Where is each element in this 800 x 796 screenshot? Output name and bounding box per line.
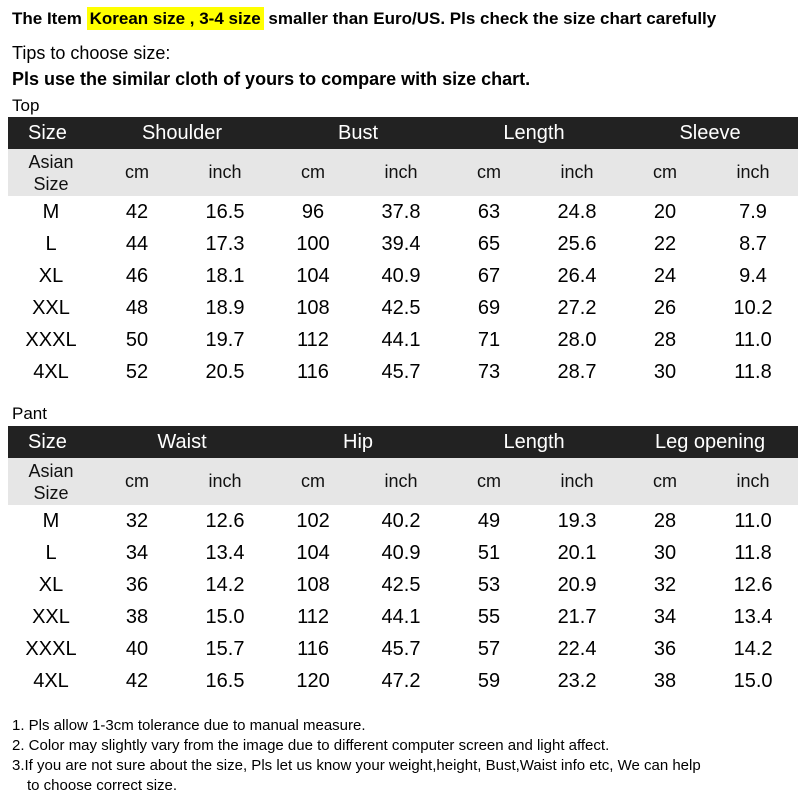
value-cell: 63 (477, 200, 501, 223)
note-2: 2. Color may slightly vary from the image due to different computer screen and light affect. (12, 737, 610, 754)
unit-row (8, 458, 798, 505)
unit-cm: cm (94, 458, 180, 505)
table-row (8, 633, 798, 665)
value-cell: 73 (477, 360, 501, 383)
value-cell: 19.3 (557, 509, 597, 532)
value-cell: 20.5 (205, 360, 245, 383)
value-cell: 46 (125, 264, 149, 287)
value-cell: 44.1 (381, 328, 421, 351)
value-cell: 16.5 (205, 200, 245, 223)
table-row (8, 665, 798, 697)
value-cell: 17.3 (205, 232, 245, 255)
value-cell: 45.7 (381, 360, 421, 383)
value-cell: 52 (125, 360, 149, 383)
size-cell: L (45, 232, 57, 255)
unit-cm: cm (446, 458, 532, 505)
top-size-table (8, 117, 798, 388)
column-header: Bust (270, 117, 446, 149)
value-cell: 104 (296, 264, 330, 287)
unit-cm: cm (94, 149, 180, 196)
value-cell: 12.6 (205, 509, 245, 532)
value-cell: 40.9 (381, 541, 421, 564)
size-cell: XXL (32, 296, 70, 319)
note-1: 1. Pls allow 1-3cm tolerance due to manual measure. (12, 717, 366, 734)
value-cell: 112 (297, 328, 329, 351)
value-cell: 12.6 (733, 573, 773, 596)
table-header-row (8, 426, 798, 458)
top-table-body (8, 196, 798, 388)
table-row (8, 228, 798, 260)
unit-cm: cm (622, 149, 708, 196)
value-cell: 36 (653, 637, 677, 660)
asian-size-label (8, 458, 94, 505)
value-cell: 19.7 (205, 328, 245, 351)
value-cell: 112 (297, 605, 329, 628)
value-cell: 96 (301, 200, 325, 223)
unit-inch: inch (532, 458, 622, 505)
value-cell: 50 (125, 328, 149, 351)
note-3: 3.If you are not sure about the size, Pls let us know your weight,height, Bust,Waist info etc, We can help (12, 757, 701, 774)
tips-instruction: Pls use the similar cloth of yours to compare with size chart. (12, 69, 531, 89)
value-cell: 23.2 (557, 669, 597, 692)
value-cell: 28 (653, 509, 677, 532)
size-cell: XXXL (25, 328, 77, 351)
value-cell: 120 (296, 669, 330, 692)
value-cell: 13.4 (733, 605, 773, 628)
size-cell: M (42, 200, 60, 223)
value-cell: 15.0 (733, 669, 773, 692)
value-cell: 45.7 (381, 637, 421, 660)
value-cell: 30 (653, 360, 677, 383)
value-cell: 10.2 (733, 296, 773, 319)
value-cell: 26.4 (557, 264, 597, 287)
value-cell: 8.7 (739, 232, 767, 255)
value-cell: 14.2 (205, 573, 245, 596)
value-cell: 18.1 (205, 264, 245, 287)
unit-inch: inch (708, 149, 798, 196)
value-cell: 102 (296, 509, 330, 532)
unit-inch: inch (180, 458, 270, 505)
value-cell: 27.2 (557, 296, 597, 319)
table-row (8, 356, 798, 388)
value-cell: 16.5 (205, 669, 245, 692)
column-header: Sleeve (622, 117, 798, 149)
value-cell: 22 (653, 232, 677, 255)
value-cell: 30 (653, 541, 677, 564)
headline-prefix: The Item (12, 9, 87, 28)
tips-label: Tips to choose size: (12, 43, 171, 63)
value-cell: 32 (125, 509, 149, 532)
size-cell: M (42, 509, 60, 532)
asian-size-line2: Size (33, 483, 69, 503)
value-cell: 39.4 (381, 232, 421, 255)
value-cell: 116 (297, 637, 329, 660)
value-cell: 108 (296, 573, 330, 596)
value-cell: 28 (653, 328, 677, 351)
value-cell: 34 (653, 605, 677, 628)
value-cell: 48 (125, 296, 149, 319)
value-cell: 38 (125, 605, 149, 628)
table-row (8, 324, 798, 356)
table-header-row (8, 117, 798, 149)
value-cell: 15.0 (205, 605, 245, 628)
value-cell: 67 (477, 264, 501, 287)
value-cell: 40 (125, 637, 149, 660)
value-cell: 36 (125, 573, 149, 596)
asian-size-line2: Size (33, 174, 69, 194)
asian-size-line1: Asian (28, 152, 74, 172)
size-cell: XL (38, 264, 64, 287)
value-cell: 100 (296, 232, 330, 255)
value-cell: 22.4 (557, 637, 597, 660)
top-section-label: Top (12, 96, 40, 115)
unit-inch: inch (180, 149, 270, 196)
value-cell: 21.7 (557, 605, 597, 628)
asian-size-label (8, 149, 94, 196)
pant-table-body (8, 505, 798, 697)
column-header: Shoulder (94, 117, 270, 149)
size-cell: 4XL (33, 669, 69, 692)
value-cell: 37.8 (381, 200, 421, 223)
value-cell: 42.5 (381, 573, 421, 596)
table-row (8, 292, 798, 324)
table-row (8, 537, 798, 569)
value-cell: 116 (297, 360, 329, 383)
value-cell: 55 (477, 605, 501, 628)
headline (12, 4, 716, 34)
value-cell: 49 (477, 509, 501, 532)
column-header: Waist (94, 426, 270, 458)
value-cell: 15.7 (205, 637, 245, 660)
notes (12, 716, 792, 796)
pant-section-label: Pant (12, 404, 47, 423)
headline-highlight: Korean size , 3-4 size (87, 7, 264, 30)
value-cell: 20.9 (557, 573, 597, 596)
column-header: Hip (270, 426, 446, 458)
value-cell: 25.6 (557, 232, 597, 255)
value-cell: 9.4 (739, 264, 767, 287)
table-row (8, 569, 798, 601)
value-cell: 13.4 (205, 541, 245, 564)
value-cell: 24.8 (557, 200, 597, 223)
unit-inch: inch (708, 458, 798, 505)
value-cell: 11.8 (734, 541, 772, 564)
size-cell: XL (38, 573, 64, 596)
value-cell: 42.5 (381, 296, 421, 319)
value-cell: 20.1 (557, 541, 597, 564)
value-cell: 104 (296, 541, 330, 564)
value-cell: 40.2 (381, 509, 421, 532)
value-cell: 14.2 (733, 637, 773, 660)
value-cell: 71 (477, 328, 501, 351)
unit-cm: cm (270, 149, 356, 196)
unit-cm: cm (270, 458, 356, 505)
value-cell: 44 (125, 232, 149, 255)
value-cell: 18.9 (205, 296, 245, 319)
table-row (8, 505, 798, 537)
value-cell: 47.2 (381, 669, 421, 692)
size-cell: 4XL (33, 360, 69, 383)
value-cell: 69 (477, 296, 501, 319)
value-cell: 24 (653, 264, 677, 287)
value-cell: 11.0 (734, 509, 772, 532)
note-3-continued: to choose correct size. (27, 777, 178, 794)
unit-inch: inch (532, 149, 622, 196)
size-cell: L (45, 541, 57, 564)
value-cell: 38 (653, 669, 677, 692)
value-cell: 28.7 (557, 360, 597, 383)
value-cell: 53 (477, 573, 501, 596)
value-cell: 7.9 (739, 200, 767, 223)
size-cell: XXL (32, 605, 70, 628)
headline-suffix: smaller than Euro/US. Pls check the size chart carefully (263, 9, 717, 28)
value-cell: 32 (653, 573, 677, 596)
value-cell: 59 (477, 669, 501, 692)
table-row (8, 260, 798, 292)
value-cell: 51 (477, 541, 501, 564)
value-cell: 20 (653, 200, 677, 223)
value-cell: 44.1 (381, 605, 421, 628)
size-header: Size (8, 426, 94, 458)
value-cell: 34 (125, 541, 149, 564)
value-cell: 40.9 (381, 264, 421, 287)
size-cell: XXXL (25, 637, 77, 660)
unit-cm: cm (622, 458, 708, 505)
value-cell: 108 (296, 296, 330, 319)
value-cell: 28.0 (557, 328, 597, 351)
value-cell: 11.0 (734, 328, 772, 351)
table-row (8, 196, 798, 228)
column-header: Length (446, 426, 622, 458)
value-cell: 11.8 (734, 360, 772, 383)
unit-inch: inch (356, 458, 446, 505)
value-cell: 42 (125, 200, 149, 223)
column-header: Leg opening (622, 426, 798, 458)
value-cell: 26 (653, 296, 677, 319)
column-header: Length (446, 117, 622, 149)
table-row (8, 601, 798, 633)
asian-size-line1: Asian (28, 461, 74, 481)
value-cell: 57 (477, 637, 501, 660)
pant-size-table (8, 426, 798, 697)
size-header: Size (8, 117, 94, 149)
value-cell: 65 (477, 232, 501, 255)
unit-row (8, 149, 798, 196)
unit-inch: inch (356, 149, 446, 196)
value-cell: 42 (125, 669, 149, 692)
unit-cm: cm (446, 149, 532, 196)
